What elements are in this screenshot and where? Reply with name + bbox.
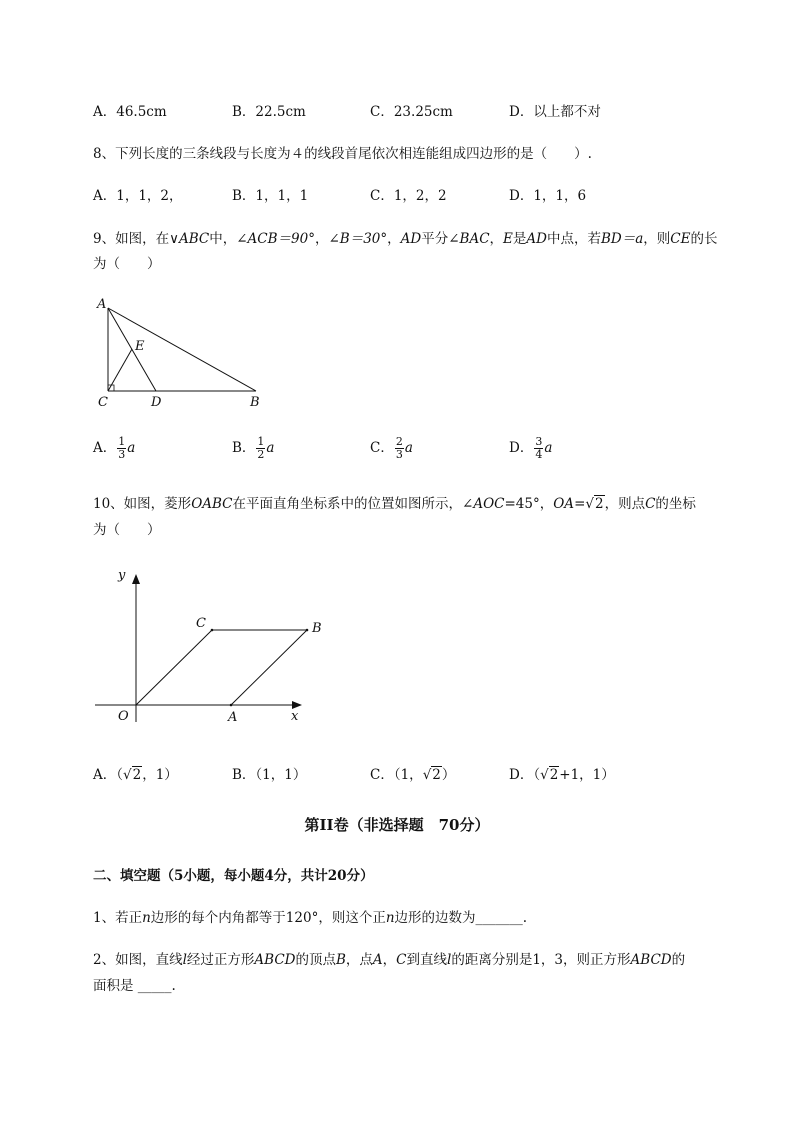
q10-option-a: A．（√2，1） xyxy=(93,767,178,783)
label-x: x xyxy=(291,709,299,724)
q10-option-b: B．（1，1） xyxy=(232,767,307,783)
fill-question-2-line2: 面积是 _____. xyxy=(93,978,176,994)
label-a: A xyxy=(228,710,238,725)
q8-option-a: A．1，1，2， xyxy=(93,188,183,204)
q7-option-d: D．以上都不对 xyxy=(509,104,601,120)
q8-option-c: C．1，2，2 xyxy=(370,188,447,204)
sqrt-symbol: √2 xyxy=(585,496,604,512)
q9-stem-line2: 为（ ） xyxy=(93,256,161,272)
point-a xyxy=(230,704,233,707)
q8-option-d: D．1，1，6 xyxy=(509,188,587,204)
point-c xyxy=(211,629,214,632)
label-a: A xyxy=(97,297,107,312)
segment-ab xyxy=(108,308,256,391)
segment-oc xyxy=(136,630,212,705)
label-d: D xyxy=(151,395,162,410)
fill-question-2: 2、如图，直线l经过正方形ABCD的顶点B，点A，C到直线l的距离分别是1，3，则正方形ABCD的 xyxy=(93,952,686,968)
q7-option-c: C．23.25cm xyxy=(370,104,453,120)
q10-stem: 10、如图，菱形OABC在平面直角坐标系中的位置如图所示，∠AOC=45°，OA=√2，则点C的坐标 xyxy=(93,496,696,512)
label-c: C xyxy=(196,616,206,631)
label-b: B xyxy=(250,395,260,410)
x-axis-arrow xyxy=(292,701,302,709)
fill-question-1: 1、若正n边形的每个内角都等于120°，则这个正n边形的边数为_______. xyxy=(93,910,528,926)
q9-option-c: C． $\frac{2}{3}$ a xyxy=(370,435,413,461)
q9-stem: 9、如图，在∨ABC中，∠ACB＝90°，∠B＝30°，AD平分∠BAC，E是AD中点，若BD＝a，则CE的长 xyxy=(93,231,718,247)
segment-ab xyxy=(231,630,307,705)
q7-option-b: B．22.5cm xyxy=(232,104,306,120)
q9-option-d: D． $\frac{3}{4}$ a xyxy=(509,435,553,461)
label-b: B xyxy=(312,621,322,636)
q9-triangle-figure xyxy=(90,292,270,412)
q10-coordinate-figure xyxy=(95,562,325,732)
label-c: C xyxy=(98,395,108,410)
q7-option-a: A．46.5cm xyxy=(93,104,167,120)
q10-option-c: C．（1，√2） xyxy=(370,767,456,783)
y-axis-arrow xyxy=(132,574,140,584)
label-y: y xyxy=(118,568,126,583)
q8-option-b: B．1，1，1 xyxy=(232,188,309,204)
label-o: O xyxy=(118,709,129,724)
q9-option-a: A． $\frac{1}{3}$ a xyxy=(93,435,136,461)
q8-stem: 8、下列长度的三条线段与长度为４的线段首尾依次相连能组成四边形的是（ ）. xyxy=(93,146,592,162)
section-heading: 二、填空题（5小题，每小题4分，共计20分） xyxy=(93,868,374,884)
q10-option-d: D．（√2+1，1） xyxy=(509,767,615,783)
q9-option-b: B． $\frac{1}{2}$ a xyxy=(232,435,275,461)
part2-title: 第II卷（非选择题 70分） xyxy=(304,816,490,834)
point-b xyxy=(306,629,309,632)
label-e: E xyxy=(135,339,145,354)
q10-stem-line2: 为（ ） xyxy=(93,522,161,538)
